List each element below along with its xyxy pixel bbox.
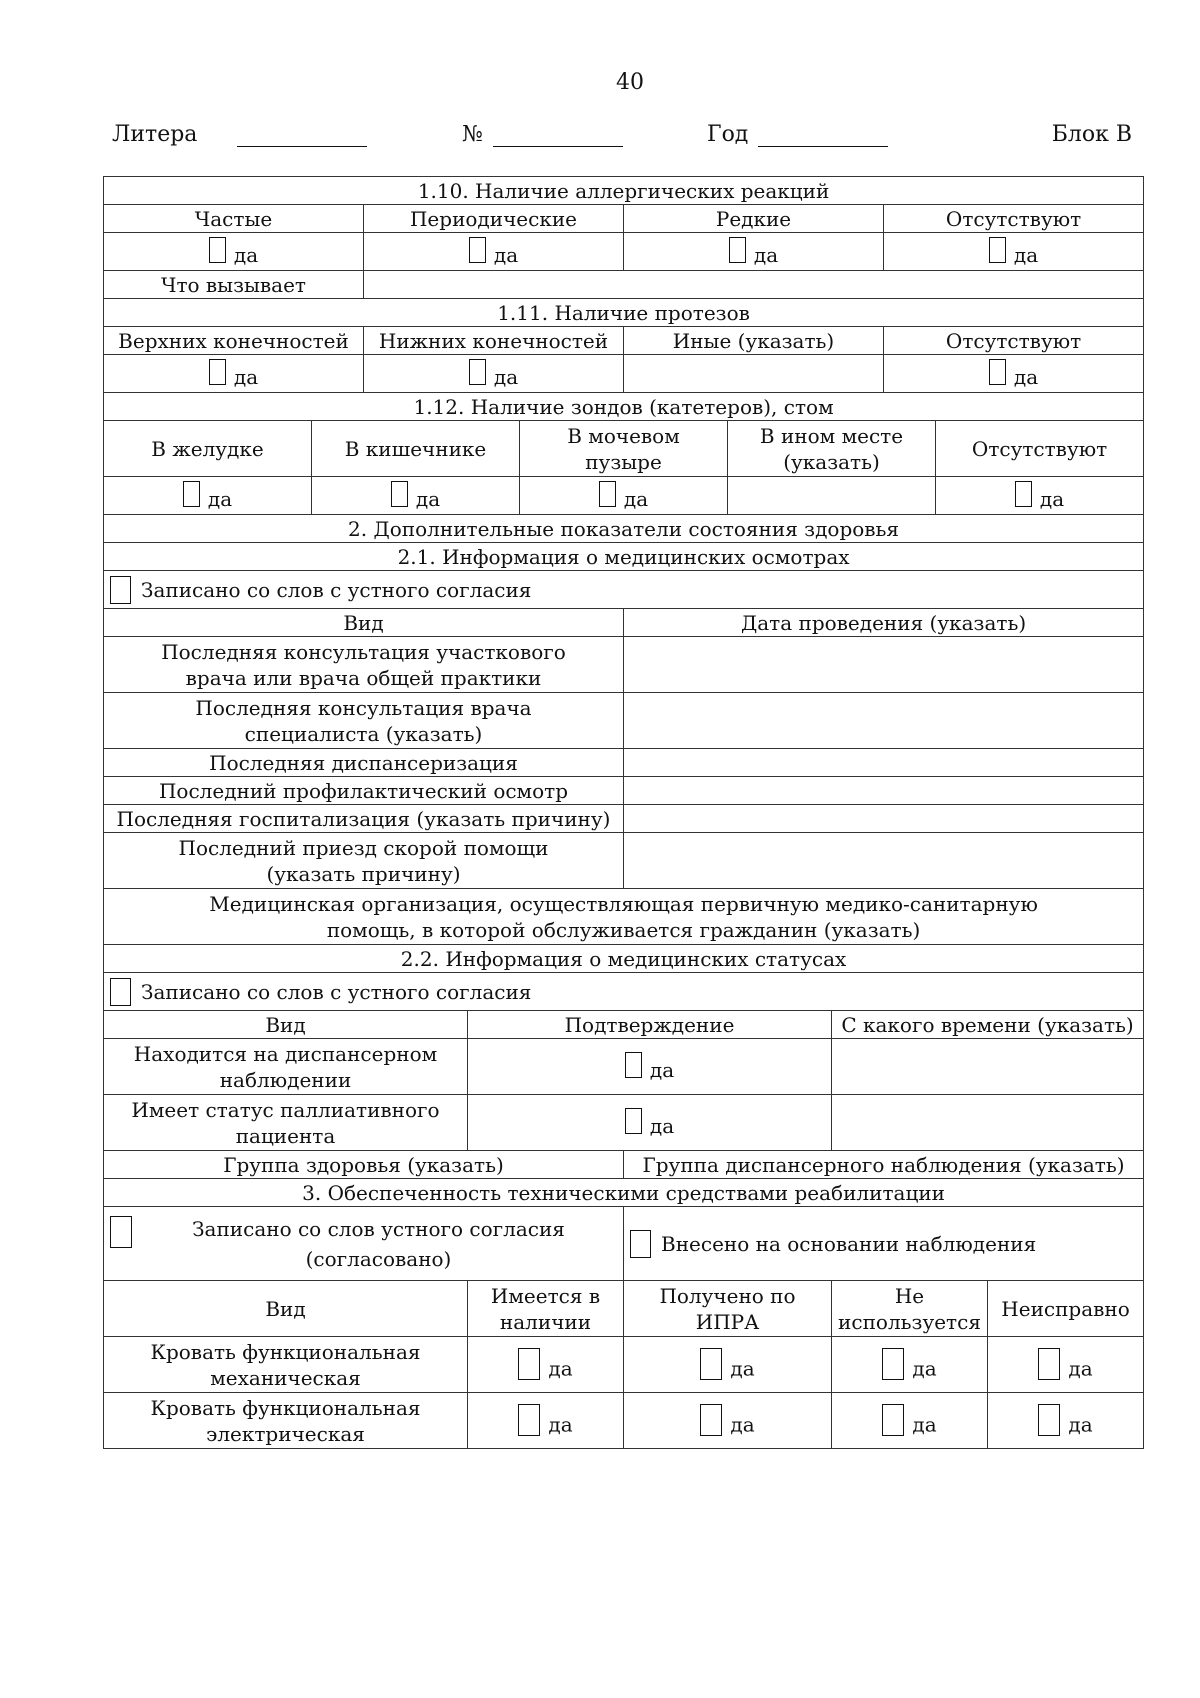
yes-label: да (649, 1057, 675, 1082)
number-label: № (462, 122, 483, 147)
yes-label: да (548, 1412, 573, 1437)
allergy-periodic-cell (364, 233, 624, 271)
probes-absent-cell (936, 477, 1144, 515)
prostheses-lower-checkbox[interactable] (469, 359, 486, 385)
allergy-cause-label: Что вызывает (104, 271, 364, 299)
rehab-consent-cell (104, 1207, 624, 1281)
page-number: 40 (616, 70, 644, 95)
yes-label: да (207, 486, 233, 511)
yes-label: да (730, 1356, 755, 1381)
rehab-consent-checkbox[interactable] (110, 1216, 132, 1248)
statuses-consent-checkbox[interactable] (110, 978, 131, 1006)
yes-label: да (649, 1113, 675, 1138)
status-dispensary-checkbox[interactable] (625, 1052, 642, 1078)
yes-label: да (1013, 364, 1039, 389)
rehab-mech-ipra-cell (624, 1337, 832, 1393)
status-palliative-checkbox[interactable] (625, 1108, 642, 1134)
prostheses-col-other: Иные (указать) (624, 327, 884, 355)
litera-label: Литера (112, 122, 198, 147)
allergy-periodic-checkbox[interactable] (469, 237, 486, 263)
allergy-title: 1.10. Наличие аллергических реакций (104, 177, 1144, 205)
prostheses-upper-cell (104, 355, 364, 393)
exams-col-type: Вид (104, 609, 624, 637)
litera-input[interactable] (237, 124, 367, 147)
statuses-consent-label: Записано со слов с устного согласия (141, 979, 532, 1004)
section3-title: 3. Обеспеченность техническими средствами реабилитации (104, 1179, 1144, 1207)
exams-row-gp-date-input[interactable] (624, 637, 1144, 693)
statuses-col-confirmation: Подтверждение (468, 1011, 832, 1039)
rehab-mech-available-cell (468, 1337, 624, 1393)
allergy-frequent-checkbox[interactable] (209, 237, 226, 263)
rehab-mech-notused-cell (832, 1337, 988, 1393)
allergy-col-rare: Редкие (624, 205, 884, 233)
probes-bladder-checkbox[interactable] (599, 481, 616, 507)
exams-row-gp: Последняя консультация участкового врача или врача общей практики (104, 637, 624, 693)
yes-label: да (415, 486, 441, 511)
status-dispensary-confirm-cell (468, 1039, 832, 1095)
allergy-absent-checkbox[interactable] (989, 237, 1006, 263)
rehab-observation-label: Внесено на основании наблюдения (661, 1231, 1037, 1256)
allergy-rare-cell (624, 233, 884, 271)
yes-label: да (493, 242, 519, 267)
yes-label: да (912, 1412, 937, 1437)
health-group: Группа здоровья (указать) (104, 1151, 624, 1179)
form-table (103, 176, 1144, 1449)
rehab-col-type: Вид (104, 1281, 468, 1337)
yes-label: да (623, 486, 649, 511)
yes-label: да (730, 1412, 755, 1437)
dispensary-group: Группа диспансерного наблюдения (указать) (624, 1151, 1144, 1179)
prostheses-lower-cell (364, 355, 624, 393)
probes-stomach-cell (104, 477, 312, 515)
yes-label: да (1068, 1412, 1093, 1437)
allergy-frequent-cell (104, 233, 364, 271)
prostheses-col-upper: Верхних конечностей (104, 327, 364, 355)
rehab-col-ipra: Получено по ИПРА (624, 1281, 832, 1337)
prostheses-col-lower: Нижних конечностей (364, 327, 624, 355)
yes-label: да (1039, 486, 1065, 511)
allergy-rare-checkbox[interactable] (729, 237, 746, 263)
probes-col-other: В ином месте (указать) (728, 421, 936, 477)
probes-col-bladder: В мочевом пузыре (520, 421, 728, 477)
yes-label: да (233, 364, 259, 389)
probes-bladder-cell (520, 477, 728, 515)
rehab-row-mechanical: Кровать функциональная механическая (104, 1337, 468, 1393)
rehab-mech-available-checkbox[interactable] (518, 1348, 540, 1380)
rehab-col-available: Имеется в наличии (468, 1281, 624, 1337)
status-palliative-since-input[interactable] (832, 1095, 1144, 1151)
yes-label: да (233, 242, 259, 267)
exams-row-ambulance: Последний приезд скорой помощи (указать причину) (104, 833, 624, 889)
yes-label: да (912, 1356, 937, 1381)
rehab-observation-checkbox[interactable] (630, 1230, 651, 1258)
prostheses-upper-checkbox[interactable] (209, 359, 226, 385)
primary-care-org: Медицинская организация, осуществляющая первичную медико-санитарную помощь, в которой обслуживается гражданин (указать) (104, 889, 1144, 945)
rehab-elec-notused-checkbox[interactable] (882, 1404, 904, 1436)
prostheses-other-input[interactable] (624, 355, 884, 393)
exams-consent-checkbox[interactable] (110, 576, 131, 604)
rehab-elec-ipra-checkbox[interactable] (700, 1404, 722, 1436)
exams-col-date: Дата проведения (указать) (624, 609, 1144, 637)
probes-title: 1.12. Наличие зондов (катетеров), стом (104, 393, 1144, 421)
rehab-elec-available-checkbox[interactable] (518, 1404, 540, 1436)
yes-label: да (1068, 1356, 1093, 1381)
yes-label: да (493, 364, 519, 389)
exams-row-dispensary-date-input[interactable] (624, 749, 1144, 777)
rehab-elec-broken-checkbox[interactable] (1038, 1404, 1060, 1436)
block-label: Блок В (1051, 122, 1132, 147)
status-dispensary-since-input[interactable] (832, 1039, 1144, 1095)
yes-label: да (1013, 242, 1039, 267)
statuses-col-type: Вид (104, 1011, 468, 1039)
yes-label: да (753, 242, 779, 267)
status-palliative-confirm-cell (468, 1095, 832, 1151)
probes-intestine-checkbox[interactable] (391, 481, 408, 507)
status-row-palliative: Имеет статус паллиативного пациента (104, 1095, 468, 1151)
exams-row-preventive: Последний профилактический осмотр (104, 777, 624, 805)
prostheses-title: 1.11. Наличие протезов (104, 299, 1144, 327)
allergy-cause-input[interactable] (364, 271, 1144, 299)
rehab-row-electric: Кровать функциональная электрическая (104, 1393, 468, 1449)
rehab-elec-available-cell (468, 1393, 624, 1449)
rehab-mech-broken-checkbox[interactable] (1038, 1348, 1060, 1380)
prostheses-absent-checkbox[interactable] (989, 359, 1006, 385)
probes-intestine-cell (312, 477, 520, 515)
allergy-col-frequent: Частые (104, 205, 364, 233)
rehab-col-not-used: Не используется (832, 1281, 988, 1337)
section2-title: 2. Дополнительные показатели состояния здоровья (104, 515, 1144, 543)
rehab-mech-notused-checkbox[interactable] (882, 1348, 904, 1380)
probes-col-stomach: В желудке (104, 421, 312, 477)
probes-other-input[interactable] (728, 477, 936, 515)
statuses-consent-cell (104, 973, 1144, 1011)
exams-row-specialist: Последняя консультация врача специалиста (указать) (104, 693, 624, 749)
allergy-col-absent: Отсутствуют (884, 205, 1144, 233)
prostheses-col-absent: Отсутствуют (884, 327, 1144, 355)
exams-row-preventive-date-input[interactable] (624, 777, 1144, 805)
rehab-mech-ipra-checkbox[interactable] (700, 1348, 722, 1380)
rehab-elec-ipra-cell (624, 1393, 832, 1449)
status-row-dispensary: Находится на диспансерном наблюдении (104, 1039, 468, 1095)
litera-field (112, 122, 367, 147)
number-input[interactable] (493, 124, 623, 147)
rehab-col-broken: Неисправно (988, 1281, 1144, 1337)
rehab-mech-broken-cell (988, 1337, 1144, 1393)
probes-col-absent: Отсутствуют (936, 421, 1144, 477)
exams-row-hospitalization-date-input[interactable] (624, 805, 1144, 833)
exams-title: 2.1. Информация о медицинских осмотрах (104, 543, 1144, 571)
probes-absent-checkbox[interactable] (1015, 481, 1032, 507)
exams-row-ambulance-date-input[interactable] (624, 833, 1144, 889)
statuses-title: 2.2. Информация о медицинских статусах (104, 945, 1144, 973)
year-field (707, 122, 888, 147)
rehab-consent-label: Записано со слов устного согласия (согласовано) (192, 1216, 565, 1271)
allergy-absent-cell (884, 233, 1144, 271)
exams-consent-label: Записано со слов с устного согласия (141, 577, 532, 602)
statuses-col-since: С какого времени (указать) (832, 1011, 1144, 1039)
rehab-elec-notused-cell (832, 1393, 988, 1449)
probes-stomach-checkbox[interactable] (183, 481, 200, 507)
exams-row-specialist-date-input[interactable] (624, 693, 1144, 749)
exams-row-dispensary: Последняя диспансеризация (104, 749, 624, 777)
year-input[interactable] (758, 124, 888, 147)
number-field (462, 122, 623, 147)
prostheses-absent-cell (884, 355, 1144, 393)
yes-label: да (548, 1356, 573, 1381)
rehab-elec-broken-cell (988, 1393, 1144, 1449)
probes-col-intestine: В кишечнике (312, 421, 520, 477)
exams-row-hospitalization: Последняя госпитализация (указать причину) (104, 805, 624, 833)
year-label: Год (707, 122, 749, 147)
rehab-observation-cell (624, 1207, 1144, 1281)
allergy-col-periodic: Периодические (364, 205, 624, 233)
exams-consent-cell (104, 571, 1144, 609)
form-header (112, 122, 1132, 152)
